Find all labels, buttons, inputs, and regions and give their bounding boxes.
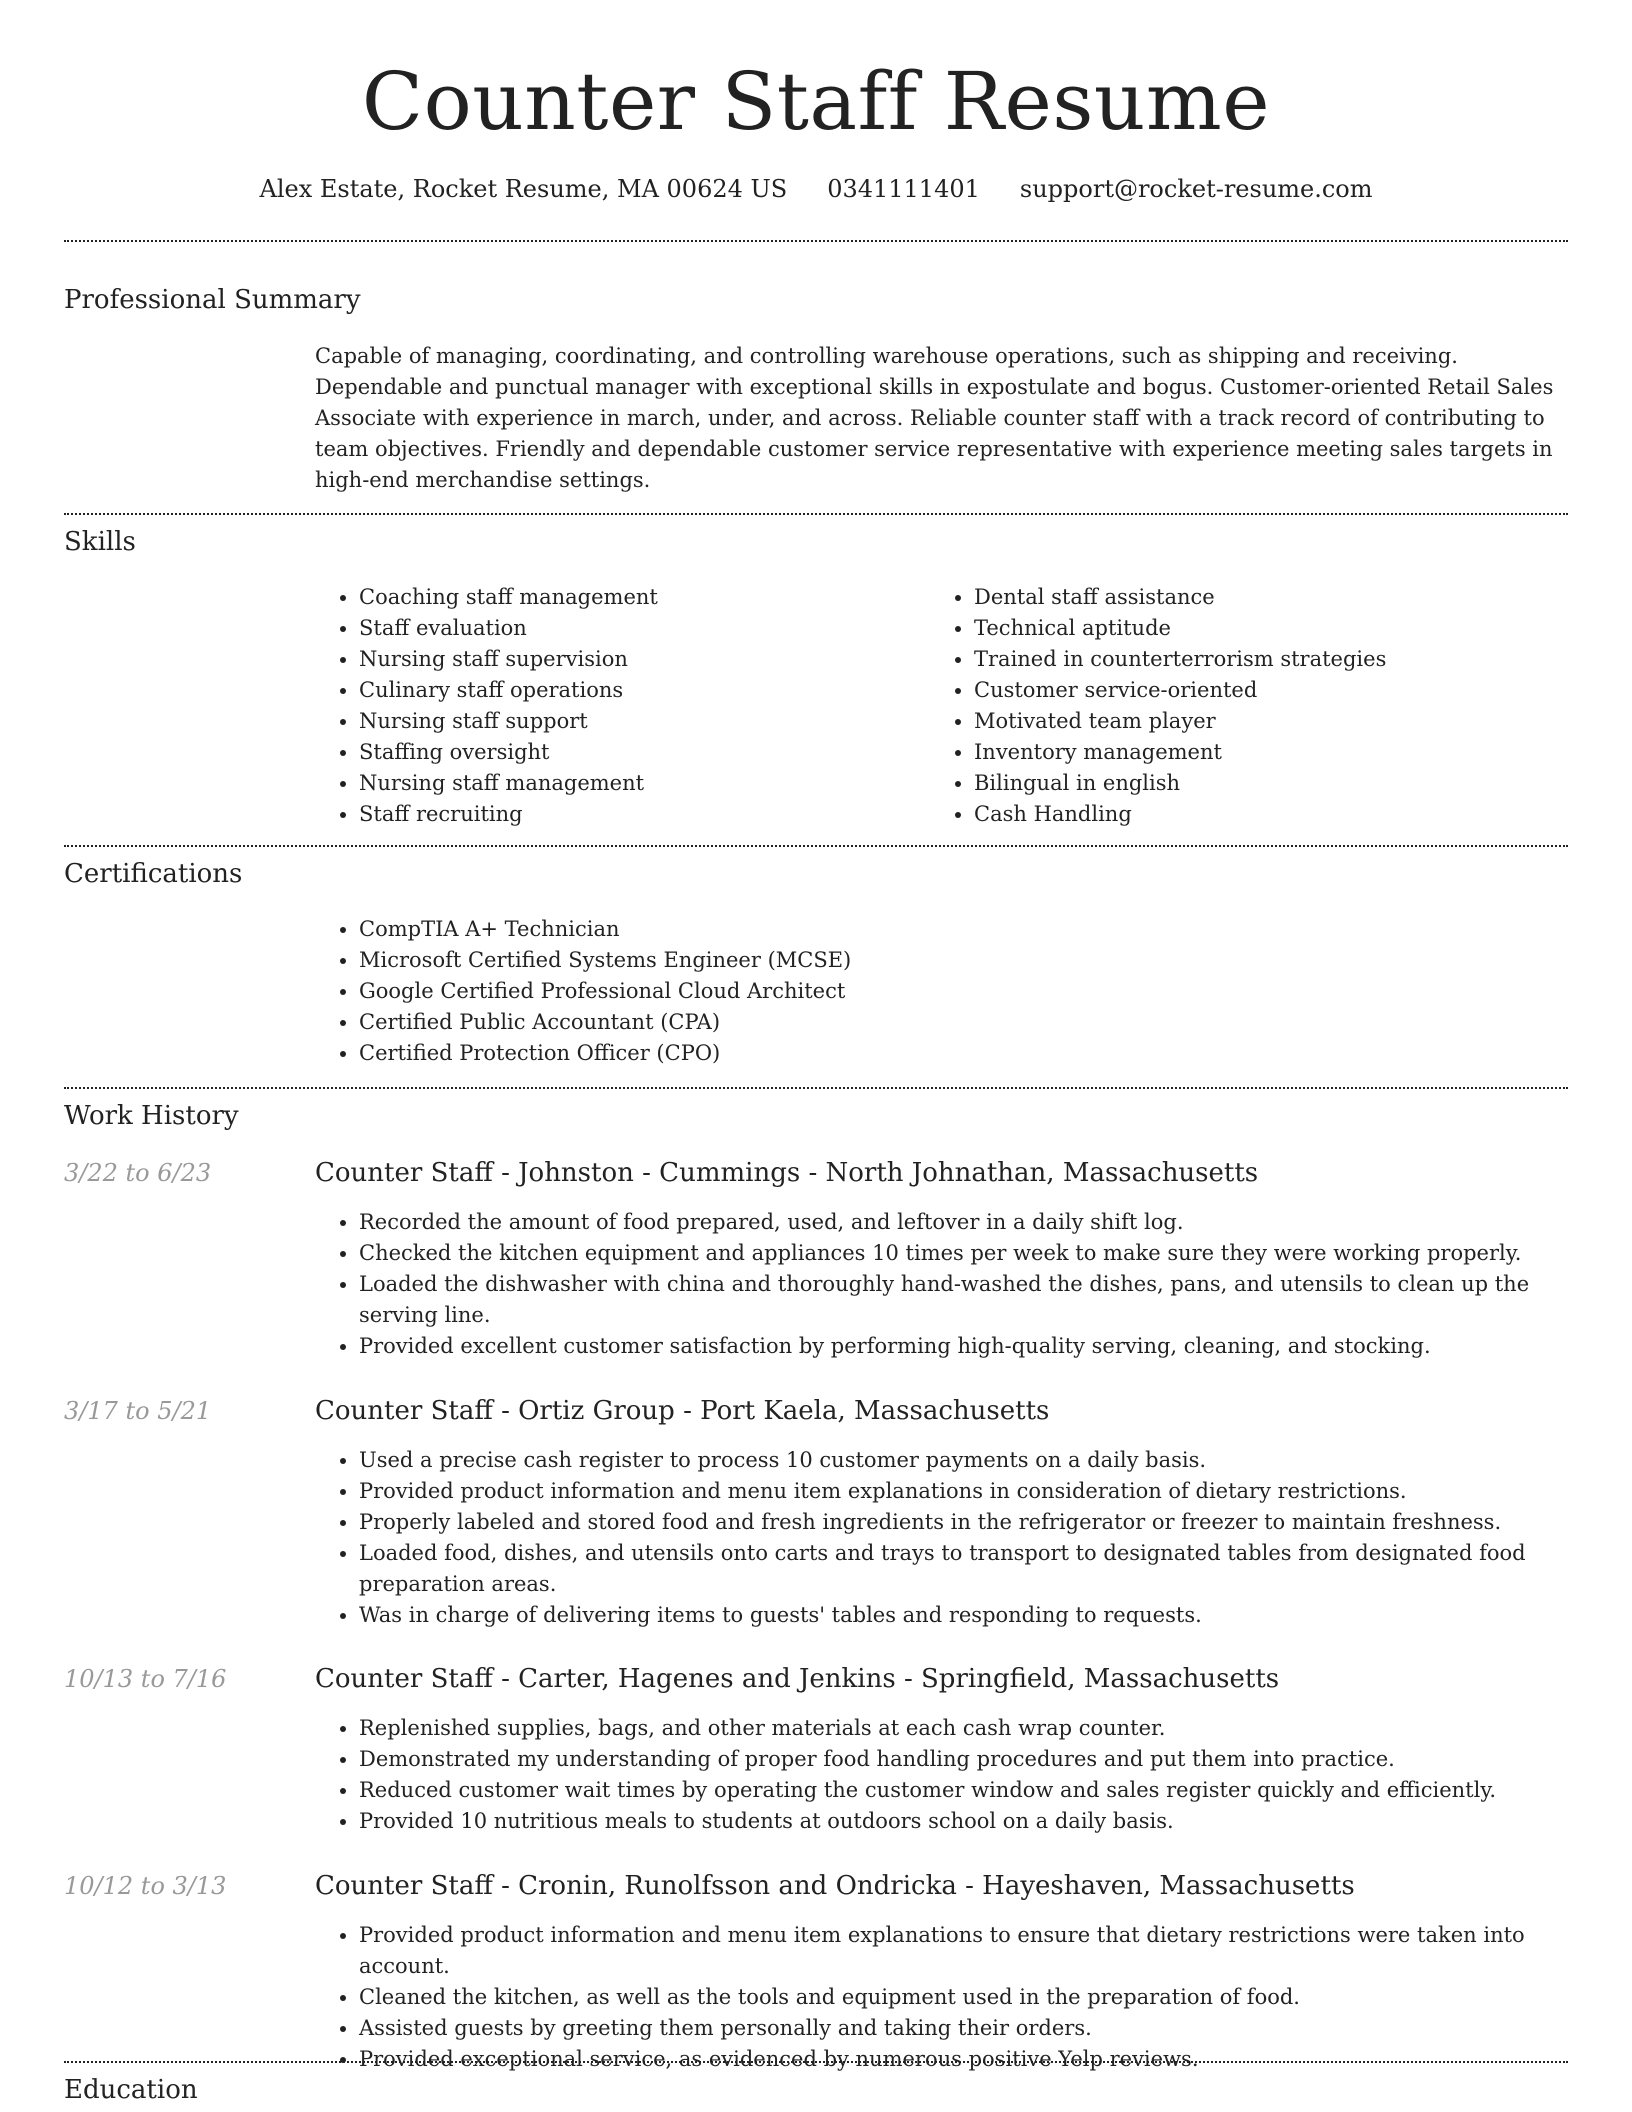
job-duties-list xyxy=(315,1207,1614,1362)
job-dates: 10/13 to 7/16 xyxy=(64,1665,227,1693)
list-item: • Provided excellent customer satisfaction by performing high-quality serving, cleaning, and stocking. xyxy=(359,1331,1614,1362)
list-item: • Assisted guests by greeting them personally and taking their orders. xyxy=(359,2013,1614,2044)
section-divider xyxy=(64,2061,1568,2063)
section-divider xyxy=(64,513,1568,515)
list-item: • Google Certified Professional Cloud Architect xyxy=(359,976,1574,1007)
list-item: • Coaching staff management xyxy=(359,582,929,613)
list-item: • Customer service-oriented xyxy=(974,675,1574,706)
section-divider xyxy=(64,845,1568,847)
job-dates: 3/17 to 5/21 xyxy=(64,1397,212,1425)
list-item: • Reduced customer wait times by operating the customer window and sales register quickly and efficiently. xyxy=(359,1775,1614,1806)
contact-phone: 0341111401 xyxy=(827,175,980,203)
list-item: • Nursing staff supervision xyxy=(359,644,929,675)
list-item: • Provided product information and menu item explanations to ensure that dietary restrictions were taken into account. xyxy=(359,1920,1614,1982)
list-item: • Was in charge of delivering items to guests' tables and responding to requests. xyxy=(359,1600,1614,1631)
list-item: • Nursing staff management xyxy=(359,768,929,799)
list-item: • Certified Protection Officer (CPO) xyxy=(359,1038,1574,1069)
summary-text: Capable of managing, coordinating, and controlling warehouse operations, such as shipping and receiving. Dependable and punctual manager with exceptional skills in expostulate and bogus. Customer-oriented Retail Sales Associate with experience in march, under, and across. Reliable counter staff with a track record of contributing to team objectives. Friendly and dependable customer service representative with experience meeting sales targets in high-end merchandise settings. xyxy=(315,344,1554,492)
list-item: • Inventory management xyxy=(974,737,1574,768)
list-item: • Demonstrated my understanding of proper food handling procedures and put them into practice. xyxy=(359,1744,1614,1775)
contact-address: Alex Estate, Rocket Resume, MA 00624 US xyxy=(259,175,788,203)
list-item: • Technical aptitude xyxy=(974,613,1574,644)
list-item: • Dental staff assistance xyxy=(974,582,1574,613)
list-item: • Cleaned the kitchen, as well as the tools and equipment used in the preparation of food. xyxy=(359,1982,1614,2013)
job-title: Counter Staff - Cronin, Runolfsson and Ondricka - Hayeshaven, Massachusetts xyxy=(315,1871,1355,1901)
list-item: • Replenished supplies, bags, and other materials at each cash wrap counter. xyxy=(359,1713,1614,1744)
certifications-list xyxy=(315,914,1574,1069)
section-divider xyxy=(64,1087,1568,1089)
list-item: • Motivated team player xyxy=(974,706,1574,737)
list-item: • Used a precise cash register to process 10 customer payments on a daily basis. xyxy=(359,1445,1614,1476)
section-divider xyxy=(64,240,1568,242)
list-item: • Trained in counterterrorism strategies xyxy=(974,644,1574,675)
list-item: • Certified Public Accountant (CPA) xyxy=(359,1007,1574,1038)
summary-heading: Professional Summary xyxy=(64,285,361,315)
page-title: Counter Staff Resume xyxy=(361,55,1271,148)
certifications-heading: Certifications xyxy=(64,859,243,889)
list-item: • Provided 10 nutritious meals to students at outdoors school on a daily basis. xyxy=(359,1806,1614,1837)
work-history-heading: Work History xyxy=(64,1101,239,1131)
job-title: Counter Staff - Carter, Hagenes and Jenkins - Springfield, Massachusetts xyxy=(315,1664,1280,1694)
list-item: • Provided exceptional service, as evidenced by numerous positive Yelp reviews. xyxy=(359,2044,1614,2075)
list-item: • Microsoft Certified Systems Engineer (MCSE) xyxy=(359,945,1574,976)
job-dates: 10/12 to 3/13 xyxy=(64,1872,227,1900)
list-item: • Loaded food, dishes, and utensils onto carts and trays to transport to designated tables from designated food preparation areas. xyxy=(359,1538,1614,1600)
list-item: • Provided product information and menu item explanations in consideration of dietary restrictions. xyxy=(359,1476,1614,1507)
skills-list-left xyxy=(315,582,929,830)
list-item: • Loaded the dishwasher with china and thoroughly hand-washed the dishes, pans, and utensils to clean up the serving line. xyxy=(359,1269,1614,1331)
job-dates: 3/22 to 6/23 xyxy=(64,1159,212,1187)
education-heading: Education xyxy=(64,2075,198,2105)
skills-list-right xyxy=(930,582,1574,830)
list-item: • Culinary staff operations xyxy=(359,675,929,706)
list-item: • CompTIA A+ Technician xyxy=(359,914,1574,945)
list-item: • Bilingual in english xyxy=(974,768,1574,799)
list-item: • Recorded the amount of food prepared, used, and leftover in a daily shift log. xyxy=(359,1207,1614,1238)
job-duties-list xyxy=(315,1920,1614,2075)
job-title: Counter Staff - Ortiz Group - Port Kaela, Massachusetts xyxy=(315,1396,1050,1426)
contact-email: support@rocket-resume.com xyxy=(1019,175,1373,203)
list-item: • Properly labeled and stored food and fresh ingredients in the refrigerator or freezer to maintain freshness. xyxy=(359,1507,1614,1538)
skills-heading: Skills xyxy=(64,527,136,557)
list-item: • Staff recruiting xyxy=(359,799,929,830)
job-duties-list xyxy=(315,1445,1614,1631)
list-item: • Cash Handling xyxy=(974,799,1574,830)
job-duties-list xyxy=(315,1713,1614,1837)
contact-line xyxy=(0,169,1632,209)
job-title: Counter Staff - Johnston - Cummings - North Johnathan, Massachusetts xyxy=(315,1158,1259,1188)
list-item: • Checked the kitchen equipment and appliances 10 times per week to make sure they were working properly. xyxy=(359,1238,1614,1269)
list-item: • Nursing staff support xyxy=(359,706,929,737)
list-item: • Staffing oversight xyxy=(359,737,929,768)
list-item: • Staff evaluation xyxy=(359,613,929,644)
